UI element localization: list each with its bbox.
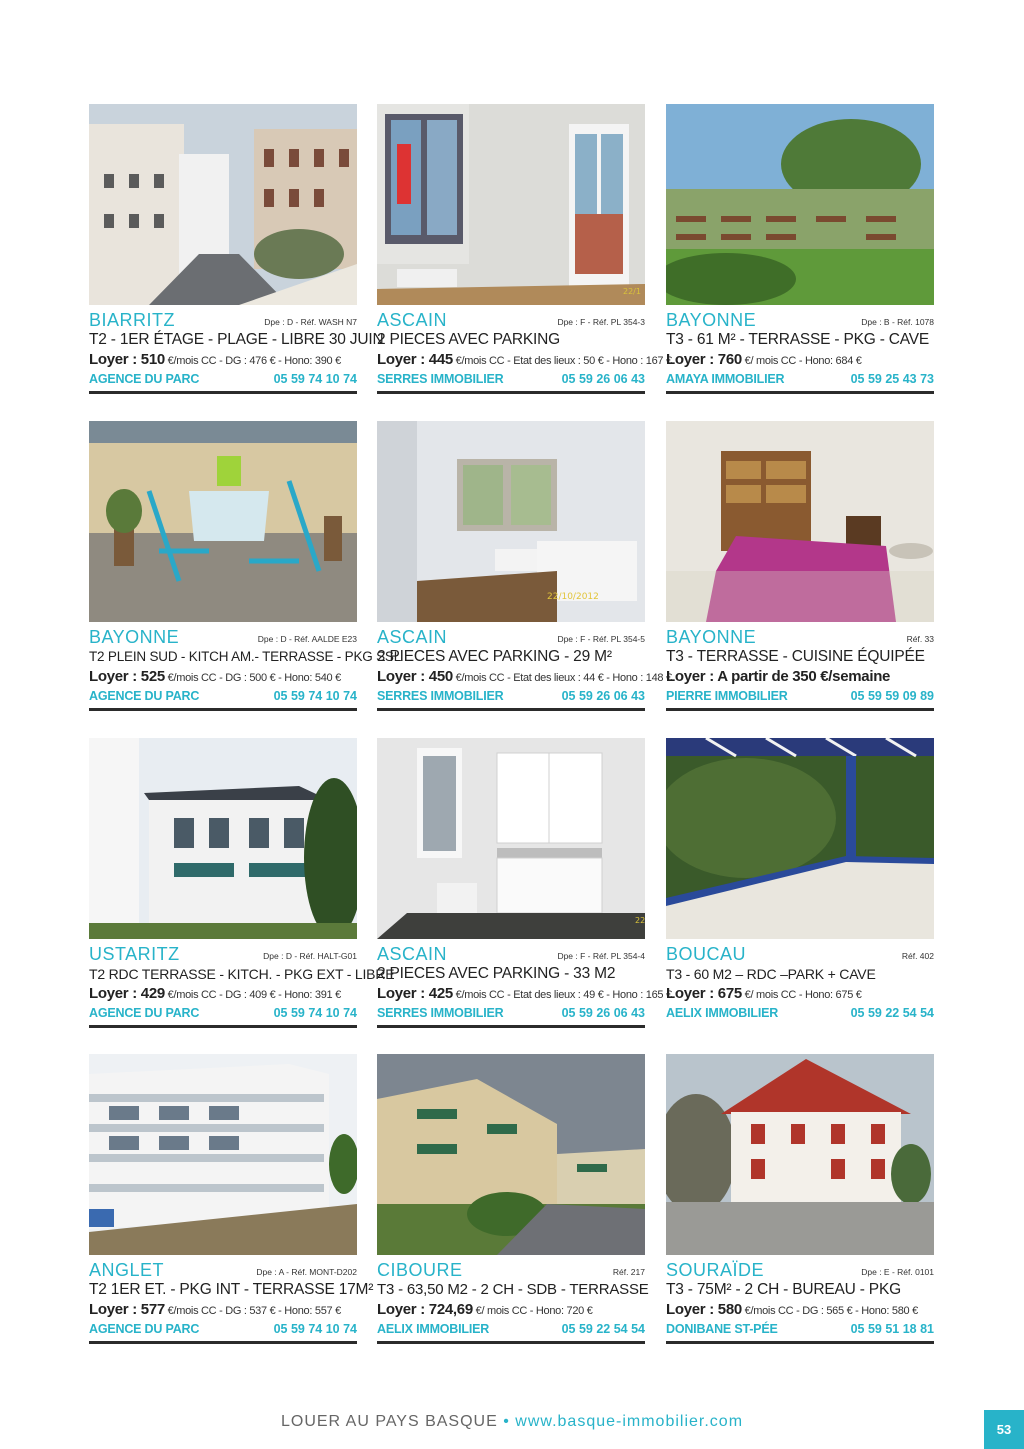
price-value: 450 [428,668,453,685]
listing-card[interactable] [89,421,402,711]
listing-city: CIBOURE [377,1260,463,1280]
divider-rule [377,1341,645,1344]
footer [0,1413,1024,1431]
listing-card[interactable] [666,421,934,711]
listing-card[interactable] [89,1054,374,1344]
price-detail: €/mois CC - Etat des lieux : 50 € - Hono : 167 € [452,355,672,367]
residence-photo [666,104,934,305]
listing-photo [666,104,934,305]
listing-ref: Dpe : B - Réf. 1078 [861,317,934,327]
listing-city: ASCAIN [377,310,448,330]
listing-phone[interactable]: 05 59 26 06 43 [561,689,645,703]
price-label: Loyer : [89,1301,141,1318]
listing-card[interactable] [377,421,672,711]
listing-card[interactable] [89,738,395,1028]
listing-card[interactable] [666,104,934,394]
basque-house-photo [666,1054,934,1255]
modern-building-photo [89,1054,357,1255]
price-detail: €/ mois CC - Hono: 684 € [741,355,862,367]
listing-card[interactable] [377,1054,649,1344]
listing-agency[interactable]: AMAYA IMMOBILIER [666,372,785,386]
listing-ref: Réf. 217 [612,1267,645,1277]
listing-phone[interactable]: 05 59 59 09 89 [850,689,934,703]
listing-price [666,350,934,371]
price-value: 510 [140,351,165,368]
balcony-photo [666,738,934,939]
divider-rule [89,1025,357,1028]
footer-brand: LOUER AU PAYS BASQUE [280,1413,498,1430]
listing-price [377,350,672,371]
listing-photo [377,1054,645,1255]
listing-ref: Dpe : D - Réf. WASH N7 [264,317,357,327]
interior-photo [377,104,645,305]
listing-card[interactable] [377,738,672,1028]
price-detail: €/mois CC - DG : 565 € - Hono: 580 € [741,1305,918,1317]
listing-photo [89,738,357,939]
listing-photo [666,421,934,622]
divider-rule [666,1025,934,1028]
listing-ref: Dpe : F - Réf. PL 354-5 [557,634,645,644]
divider-rule [89,1341,357,1344]
listing-photo [666,1054,934,1255]
price-value: 429 [140,985,165,1002]
listing-phone[interactable]: 05 59 22 54 54 [561,1322,645,1336]
listing-phone[interactable]: 05 59 22 54 54 [850,1006,934,1020]
photo-stamp: 22/10/2012 [547,592,599,602]
price-detail: €/mois CC - DG : 500 € - Hono: 540 € [164,672,341,684]
listing-card[interactable] [666,1054,934,1344]
price-detail: €/mois CC - DG : 476 € - Hono: 390 € [164,355,341,367]
listing-city: BAYONNE [89,627,180,647]
price-label: Loyer : [377,1301,429,1318]
interior-photo [377,421,645,622]
listing-city: SOURAÏDE [666,1260,765,1280]
listing-price [89,667,357,688]
listing-ref: Dpe : F - Réf. PL 354-3 [557,317,645,327]
listing-photo [89,104,357,305]
listing-phone[interactable]: 05 59 51 18 81 [850,1322,934,1336]
divider-rule [666,708,934,711]
listing-title: T3 - TERRASSE - CUISINE ÉQUIPÉE [666,648,925,665]
listing-agency[interactable]: SERRES IMMOBILIER [377,689,504,703]
listing-title: T2 PLEIN SUD - KITCH AM.- TERRASSE - PKG SSL [89,649,402,664]
listing-ref: Réf. 402 [901,951,934,961]
dining-room-photo [666,421,934,622]
price-label: Loyer : [377,985,429,1002]
listing-agency[interactable]: AGENCE DU PARC [89,689,200,703]
listing-agency[interactable]: AELIX IMMOBILIER [377,1322,490,1336]
terrace-photo [89,421,357,622]
price-value: A partir de 350 €/semaine [717,668,891,685]
price-label: Loyer : [666,1301,718,1318]
listing-ref: Dpe : A - Réf. MONT-D202 [256,1267,357,1277]
listing-price [89,984,357,1005]
listing-agency[interactable]: AGENCE DU PARC [89,372,200,386]
listing-photo [89,421,357,622]
listing-phone[interactable]: 05 59 26 06 43 [561,372,645,386]
price-value: 525 [140,668,165,685]
price-label: Loyer : [89,351,141,368]
listing-agency[interactable]: SERRES IMMOBILIER [377,372,504,386]
listing-title: T2 1ER ET. - PKG INT - TERRASSE 17M² [89,1281,374,1298]
listing-phone[interactable]: 05 59 74 10 74 [273,1006,357,1020]
price-value: 425 [428,985,453,1002]
listing-title: T2 - 1ER ÉTAGE - PLAGE - LIBRE 30 JUIN [89,331,384,348]
listing-agency[interactable]: AGENCE DU PARC [89,1322,200,1336]
price-label: Loyer : [89,668,141,685]
price-detail: €/ mois CC - Hono: 675 € [741,989,862,1001]
street-photo [89,104,357,305]
price-label: Loyer : [377,668,429,685]
listing-city: ANGLET [89,1260,165,1280]
divider-rule [377,1025,645,1028]
price-value: 724,69 [428,1301,473,1318]
listing-phone[interactable]: 05 59 74 10 74 [273,1322,357,1336]
listing-title: T3 - 61 M² - TERRASSE - PKG - CAVE [666,331,930,348]
page-number: 53 [984,1410,1024,1449]
price-detail: €/mois CC - DG : 409 € - Hono: 391 € [164,989,341,1001]
price-value: 445 [428,351,453,368]
listing-city: BOUCAU [666,944,747,964]
listing-city: ASCAIN [377,627,448,647]
listing-photo [377,421,645,622]
listing-agency[interactable]: AGENCE DU PARC [89,1006,200,1020]
listing-title: T2 RDC TERRASSE - KITCH. - PKG EXT - LIBRE [89,966,395,982]
price-label: Loyer : [89,985,141,1002]
listing-ref: Réf. 33 [906,634,934,644]
divider-rule [89,708,357,711]
listing-ref: Dpe : D - Réf. AALDE E23 [257,634,357,644]
listing-price [666,667,934,688]
price-value: 675 [717,985,742,1002]
residence-photo [377,1054,645,1255]
price-value: 760 [717,351,742,368]
listing-photo [377,738,645,939]
listing-phone[interactable]: 05 59 25 43 73 [850,372,934,386]
listing-title: T3 - 63,50 M2 - 2 CH - SDB - TERRASSE [377,1281,649,1298]
price-detail: €/mois CC - DG : 537 € - Hono: 557 € [164,1305,341,1317]
footer-url[interactable]: www.basque-immobilier.com [515,1413,744,1430]
listing-price [666,1300,934,1321]
listing-agency[interactable]: SERRES IMMOBILIER [377,1006,504,1020]
divider-rule [377,391,645,394]
listing-price [89,350,357,371]
price-value: 580 [717,1301,742,1318]
listing-card[interactable] [89,104,384,394]
listing-city: BAYONNE [666,310,757,330]
listing-card[interactable] [377,104,672,394]
photo-stamp: 22/1 [623,287,641,296]
listing-price [666,984,934,1005]
listing-agency[interactable]: DONIBANE ST-PÉE [666,1322,778,1336]
listing-phone[interactable]: 05 59 74 10 74 [273,372,357,386]
listing-phone[interactable]: 05 59 74 10 74 [273,689,357,703]
listing-city: BIARRITZ [89,310,176,330]
listing-agency[interactable]: AELIX IMMOBILIER [666,1006,779,1020]
listing-price [89,1300,357,1321]
listing-city: USTARITZ [89,944,180,964]
price-detail: €/mois CC - Etat des lieux : 44 € - Hono : 148 € [452,672,672,684]
listing-photo [377,104,645,305]
listing-title: 2 PIECES AVEC PARKING - 33 M2 [377,965,616,982]
listing-card[interactable] [666,738,934,1028]
listing-ref: Dpe : E - Réf. 0101 [861,1267,934,1277]
price-detail: €/ mois CC - Hono: 720 € [472,1305,593,1317]
listing-ref: Dpe : F - Réf. PL 354-4 [557,951,645,961]
listing-title: 2 PIECES AVEC PARKING - 29 M² [377,648,612,665]
listing-title: T3 - 75M² - 2 CH - BUREAU - PKG [666,1281,901,1298]
price-detail: €/mois CC - Etat des lieux : 49 € - Hono : 165 € [452,989,672,1001]
listing-title: T3 - 60 M2 – RDC –PARK + CAVE [666,966,876,982]
kitchen-photo [377,738,645,939]
divider-rule [377,708,645,711]
listing-price [377,984,672,1005]
listing-price [377,667,672,688]
divider-rule [666,1341,934,1344]
price-label: Loyer : [666,985,718,1002]
listing-photo [89,1054,357,1255]
listing-price [377,1300,645,1321]
listing-city: BAYONNE [666,627,757,647]
building-photo [89,738,357,939]
divider-rule [666,391,934,394]
listing-photo [666,738,934,939]
listing-agency[interactable]: PIERRE IMMOBILIER [666,689,788,703]
listing-phone[interactable]: 05 59 26 06 43 [561,1006,645,1020]
listing-ref: Dpe : D - Réf. HALT-G01 [263,951,357,961]
price-label: Loyer : [377,351,429,368]
listing-city: ASCAIN [377,944,448,964]
footer-separator: • [503,1413,510,1430]
listing-title: 2 PIECES AVEC PARKING [377,331,561,348]
price-label: Loyer : [666,668,718,685]
price-value: 577 [140,1301,165,1318]
photo-stamp: 22 [635,916,645,925]
price-label: Loyer : [666,351,718,368]
divider-rule [89,391,357,394]
